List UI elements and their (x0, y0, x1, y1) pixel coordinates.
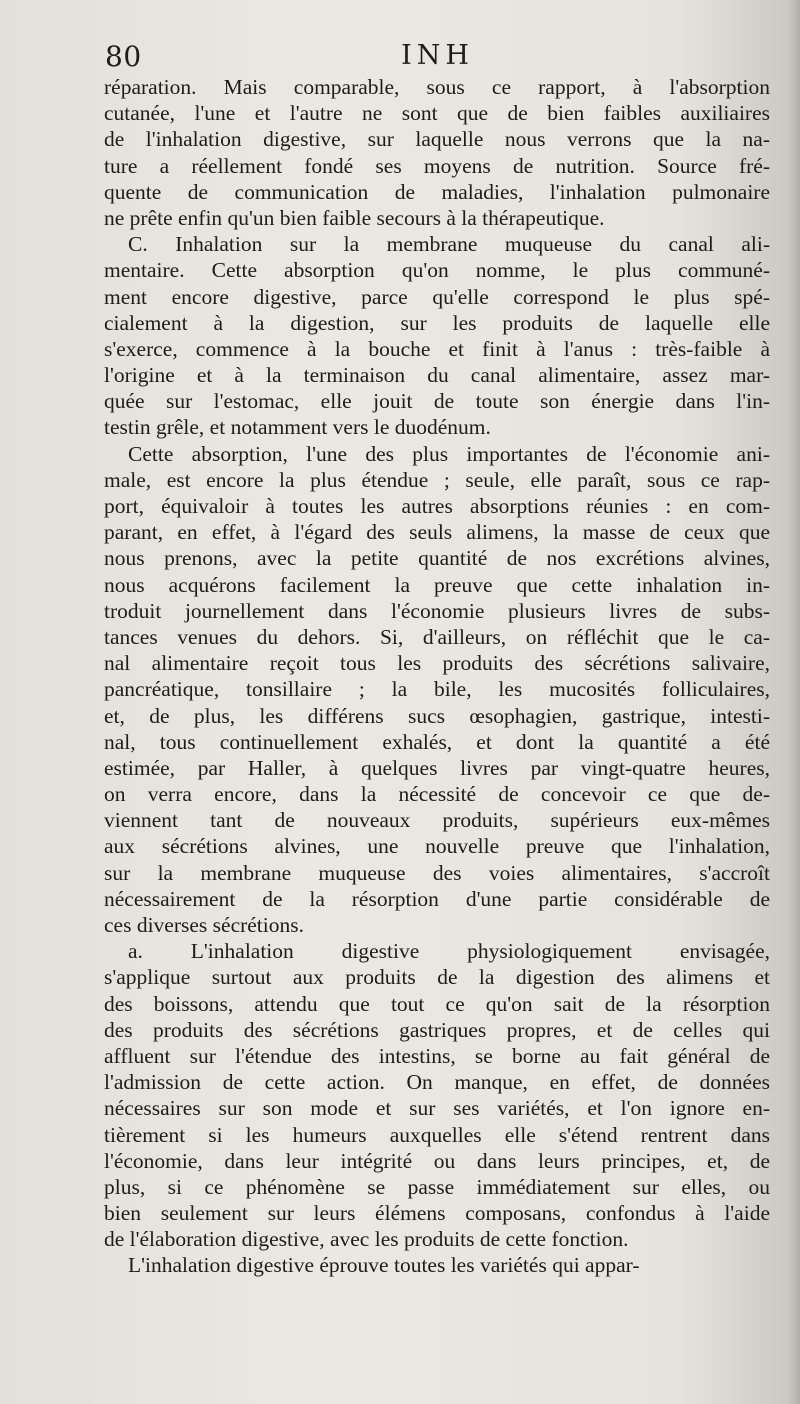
paragraph (104, 231, 770, 441)
text-line: tances venues du dehors. Si, d'ailleurs, on réfléchit que le ca- (104, 624, 770, 649)
text-line: nécessaires sur son mode et sur ses variétés, et l'on ignore en- (104, 1096, 770, 1121)
text-line: aux sécrétions alvines, une nouvelle preuve que l'inhalation, (104, 834, 770, 859)
text-line: nal alimentaire reçoit tous les produits des sécrétions salivaire, (104, 651, 770, 676)
text-line: on verra encore, dans la nécessité de concevoir ce que de- (104, 782, 770, 807)
text-line: nous acquérons facilement la preuve que cette inhalation in- (104, 572, 770, 597)
text-line: réparation. Mais comparable, sous ce rapport, à l'absorption (104, 75, 770, 99)
text-line: sur la membrane muqueuse des voies alimentaires, s'accroît (104, 860, 770, 885)
text-line: des produits des sécrétions gastriques propres, et de celles qui (104, 1017, 770, 1042)
text-line: nal, tous continuellement exhalés, et dont la quantité a été (104, 729, 770, 754)
paragraph (104, 1252, 770, 1278)
text-line: pancréatique, tonsillaire ; la bile, les mucosités folliculaires, (104, 677, 770, 702)
text-line: l'admission de cette action. On manque, en effet, de données (104, 1070, 770, 1095)
text-line: plus, si ce phénomène se passe immédiatement sur elles, ou (104, 1174, 770, 1199)
text-line: de l'inhalation digestive, sur laquelle nous verrons que la na- (104, 127, 770, 152)
page-edge-shadow (788, 0, 800, 1404)
text-line: affluent sur l'étendue des intestins, se borne au fait général de (104, 1043, 770, 1068)
text-line: et, de plus, les différens sucs œsophagien, gastrique, intesti- (104, 703, 770, 728)
text-line: s'exerce, commence à la bouche et finit à l'anus : très-faible à (104, 336, 770, 361)
text-line: estimée, par Haller, à quelques livres par vingt-quatre heures, (104, 755, 770, 780)
text-line: de l'élaboration digestive, avec les produits de cette fonction. (104, 1227, 629, 1252)
text-line: tièrement si les humeurs auxquelles elle s'étend rentrent dans (104, 1122, 770, 1147)
text-line: l'origine et à la terminaison du canal alimentaire, assez mar- (104, 363, 770, 388)
text-line: male, est encore la plus étendue ; seule, elle paraît, sous ce rap- (104, 467, 770, 492)
text-line: nécessairement de la résorption d'une partie considérable de (104, 886, 770, 911)
text-line: cutanée, l'une et l'autre ne sont que de bien faibles auxiliaires (104, 101, 770, 126)
text-line: s'applique surtout aux produits de la digestion des alimens et (104, 965, 770, 990)
text-line: ment encore digestive, parce qu'elle correspond le plus spé- (104, 284, 770, 309)
text-line: quée sur l'estomac, elle jouit de toute son énergie dans l'in- (104, 389, 770, 414)
text-line: testin grêle, et notamment vers le duodénum. (104, 415, 491, 440)
running-head: INH (401, 40, 474, 71)
paragraph (104, 74, 770, 231)
text-line: bien seulement sur leurs élémens composans, confondus à l'aide (104, 1201, 770, 1226)
text-line: l'économie, dans leur intégrité ou dans leurs principes, et, de (104, 1148, 770, 1173)
paragraph (104, 441, 770, 939)
text-line: L'inhalation digestive éprouve toutes les variétés qui appar- (128, 1253, 640, 1278)
text-line: des boissons, attendu que tout ce qu'on sait de la résorption (104, 991, 770, 1016)
text-line: parant, en effet, à l'égard des seuls alimens, la masse de ceux que (104, 520, 770, 545)
text-line: ture a réellement fondé ses moyens de nutrition. Source fré- (104, 153, 770, 178)
text-line: a. L'inhalation digestive physiologiquement envisagée, (128, 939, 770, 964)
text-line: viennent tant de nouveaux produits, supérieurs eux-mêmes (104, 808, 770, 833)
text-line: port, équivaloir à toutes les autres absorptions réunies : en com- (104, 494, 770, 518)
text-line: C. Inhalation sur la membrane muqueuse du canal ali- (128, 232, 770, 257)
text-line: cialement à la digestion, sur les produits de laquelle elle (104, 310, 770, 335)
text-line: troduit journellement dans l'économie plusieurs livres de subs- (104, 598, 770, 623)
text-line: ces diverses sécrétions. (104, 913, 304, 937)
text-line: nous prenons, avec la petite quantité de nos excrétions alvines, (104, 546, 770, 571)
body-text (104, 74, 770, 1279)
text-line: ne prête enfin qu'un bien faible secours à la thérapeutique. (104, 205, 605, 230)
text-line: Cette absorption, l'une des plus importantes de l'économie ani- (128, 441, 770, 466)
text-line: mentaire. Cette absorption qu'on nomme, le plus communé- (104, 258, 770, 283)
page-number: 80 (105, 40, 142, 73)
paragraph (104, 938, 770, 1252)
text-line: quente de communication de maladies, l'inhalation pulmonaire (104, 179, 770, 204)
